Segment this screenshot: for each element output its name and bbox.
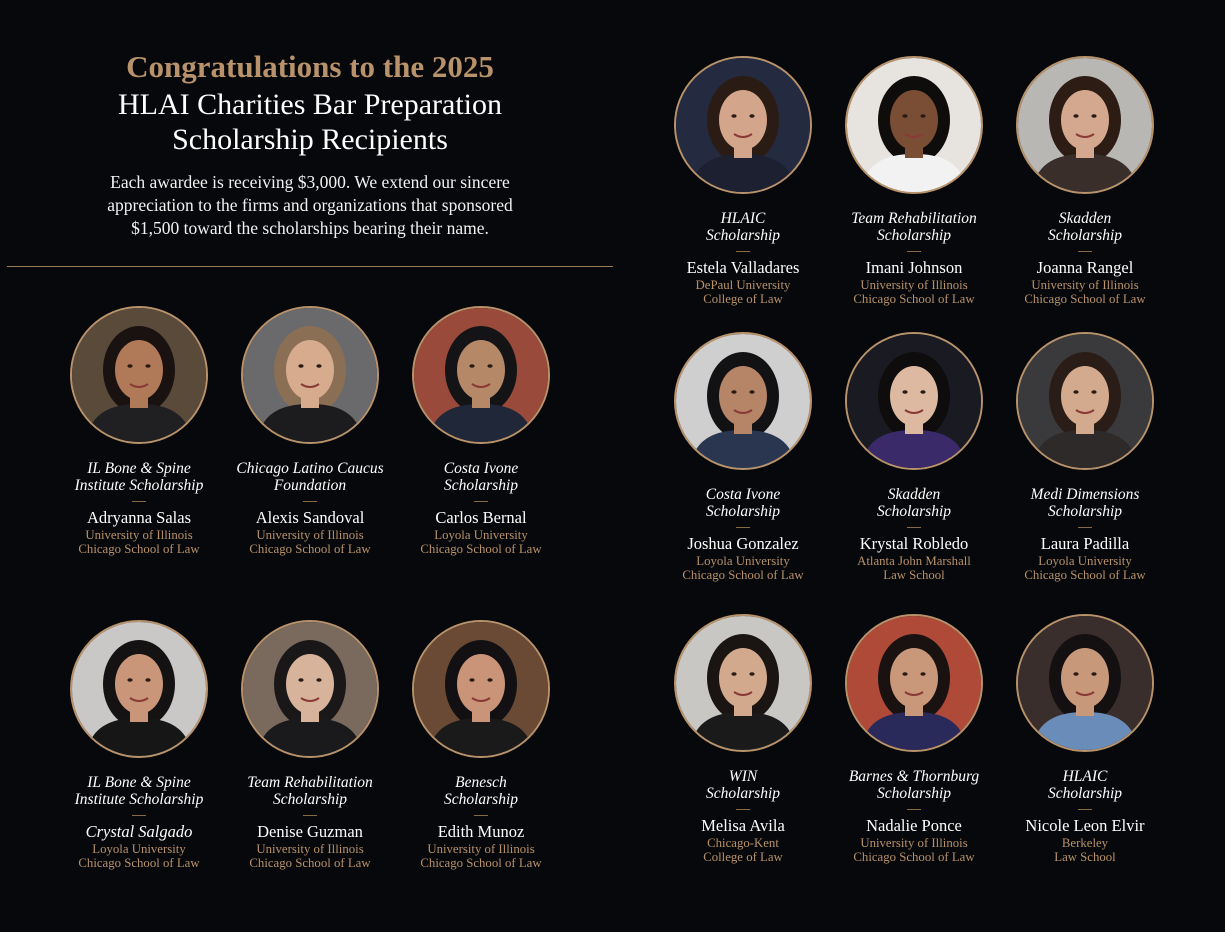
- header: [60, 48, 560, 240]
- school-line: University of Illinois: [427, 842, 535, 856]
- school-line: Atlanta John Marshall: [857, 554, 971, 568]
- scholarship-line: Scholarship: [876, 503, 952, 520]
- school-line: College of Law: [703, 292, 783, 306]
- portrait-icon: [847, 58, 981, 192]
- school-line: Law School: [883, 568, 945, 582]
- scholarship-line: Team Rehabilitation: [851, 210, 977, 227]
- recipient-school: [995, 836, 1175, 864]
- school-line: Chicago School of Law: [249, 856, 371, 870]
- school-line: Chicago School of Law: [78, 542, 200, 556]
- recipient-school: [824, 278, 1004, 306]
- recipient-card: [995, 614, 1175, 864]
- recipient-photo: [674, 56, 812, 194]
- portrait-icon: [72, 308, 206, 442]
- portrait-icon: [1018, 616, 1152, 750]
- school-line: Chicago School of Law: [682, 568, 804, 582]
- page-title: [60, 87, 560, 157]
- separator-dash: [907, 809, 921, 810]
- scholarship-name: [653, 210, 833, 244]
- scholarship-line: Medi Dimensions: [1030, 486, 1140, 503]
- intro-line: Each awardee is receiving $3,000. We extend our sincere: [110, 172, 510, 192]
- recipient-photo: [412, 306, 550, 444]
- school-line: Chicago School of Law: [249, 542, 371, 556]
- recipient-school: [995, 554, 1175, 582]
- separator-dash: [736, 527, 750, 528]
- scholarship-line: HLAIC: [1062, 768, 1108, 785]
- recipient-name: Joshua Gonzalez: [687, 534, 799, 553]
- separator-dash: [303, 501, 317, 502]
- recipient-card: [391, 620, 571, 870]
- scholarship-line: Scholarship: [1047, 227, 1123, 244]
- recipient-name: Carlos Bernal: [435, 508, 527, 527]
- intro-line: appreciation to the firms and organizations that sponsored: [107, 195, 513, 215]
- portrait-icon: [847, 616, 981, 750]
- recipient-card: [824, 56, 1004, 306]
- recipient-photo: [1016, 56, 1154, 194]
- separator-dash: [736, 251, 750, 252]
- scholarship-name: [995, 486, 1175, 520]
- recipient-card: [995, 332, 1175, 582]
- recipient-name: Melisa Avila: [701, 816, 785, 835]
- scholarship-name: [653, 486, 833, 520]
- recipient-card: [824, 614, 1004, 864]
- scholarship-line: Scholarship: [272, 791, 348, 808]
- school-line: University of Illinois: [1031, 278, 1139, 292]
- portrait-icon: [676, 334, 810, 468]
- eyebrow-heading: Congratulations to the 2025: [126, 49, 494, 84]
- recipient-school: [653, 278, 833, 306]
- school-line: Loyola University: [696, 554, 790, 568]
- school-line: DePaul University: [695, 278, 791, 292]
- scholarship-line: Costa Ivone: [705, 486, 781, 503]
- recipient-photo: [70, 306, 208, 444]
- recipient-name: Edith Munoz: [437, 822, 525, 841]
- school-line: University of Illinois: [860, 278, 968, 292]
- portrait-icon: [1018, 334, 1152, 468]
- scholarship-name: [220, 774, 400, 808]
- scholarship-line: Costa Ivone: [443, 460, 519, 477]
- recipient-photo: [1016, 614, 1154, 752]
- scholarship-name: [653, 768, 833, 802]
- scholarship-line: Institute Scholarship: [74, 791, 204, 808]
- recipient-photo: [845, 332, 983, 470]
- recipient-card: [653, 332, 833, 582]
- scholarship-name: [49, 460, 229, 494]
- scholarship-name: [995, 768, 1175, 802]
- recipient-school: [220, 528, 400, 556]
- recipient-card: [391, 306, 571, 556]
- scholarship-line: Scholarship: [1047, 503, 1123, 520]
- separator-dash: [907, 527, 921, 528]
- scholarship-line: Scholarship: [705, 785, 781, 802]
- recipient-name: Denise Guzman: [257, 822, 363, 841]
- recipient-photo: [412, 620, 550, 758]
- school-line: University of Illinois: [85, 528, 193, 542]
- recipient-name: Adryanna Salas: [86, 508, 191, 527]
- school-line: University of Illinois: [256, 528, 364, 542]
- scholarship-name: [391, 460, 571, 494]
- recipient-photo: [845, 56, 983, 194]
- scholarship-name: [824, 210, 1004, 244]
- recipient-card: [220, 620, 400, 870]
- title-line: HLAI Charities Bar Preparation: [117, 88, 503, 121]
- portrait-icon: [72, 622, 206, 756]
- recipient-photo: [241, 620, 379, 758]
- portrait-icon: [676, 58, 810, 192]
- recipient-name: Nadalie Ponce: [866, 816, 962, 835]
- recipient-name: Laura Padilla: [1040, 534, 1130, 553]
- separator-dash: [132, 815, 146, 816]
- separator-dash: [303, 815, 317, 816]
- portrait-icon: [243, 622, 377, 756]
- separator-dash: [132, 501, 146, 502]
- scholarship-line: Scholarship: [705, 227, 781, 244]
- recipient-name: Imani Johnson: [865, 258, 963, 277]
- school-line: Loyola University: [92, 842, 186, 856]
- recipient-photo: [1016, 332, 1154, 470]
- scholarship-line: Scholarship: [876, 785, 952, 802]
- school-line: Chicago-Kent: [707, 836, 779, 850]
- recipient-photo: [845, 614, 983, 752]
- scholarship-line: Scholarship: [705, 503, 781, 520]
- scholarship-line: Benesch: [455, 774, 507, 791]
- scholarship-line: IL Bone & Spine: [87, 460, 191, 477]
- school-line: College of Law: [703, 850, 783, 864]
- recipient-card: [995, 56, 1175, 306]
- portrait-icon: [243, 308, 377, 442]
- scholarship-name: [220, 460, 400, 494]
- recipient-name: Crystal Salgado: [85, 822, 193, 841]
- recipient-photo: [70, 620, 208, 758]
- recipient-card: [653, 614, 833, 864]
- scholarship-name: [824, 768, 1004, 802]
- scholarship-line: Skadden: [1058, 210, 1112, 227]
- school-line: Chicago School of Law: [420, 542, 542, 556]
- recipient-school: [653, 836, 833, 864]
- recipient-school: [995, 278, 1175, 306]
- school-line: Chicago School of Law: [420, 856, 542, 870]
- separator-dash: [474, 815, 488, 816]
- recipient-name: Joanna Rangel: [1036, 258, 1134, 277]
- scholarship-name: [49, 774, 229, 808]
- separator-dash: [1078, 809, 1092, 810]
- school-line: Law School: [1054, 850, 1116, 864]
- recipient-school: [824, 836, 1004, 864]
- gold-divider: [7, 266, 613, 267]
- recipient-card: [49, 306, 229, 556]
- school-line: Chicago School of Law: [1024, 568, 1146, 582]
- separator-dash: [1078, 527, 1092, 528]
- school-line: Loyola University: [434, 528, 528, 542]
- recipient-card: [220, 306, 400, 556]
- scholarship-line: Institute Scholarship: [74, 477, 204, 494]
- school-line: Chicago School of Law: [853, 292, 975, 306]
- intro-line: $1,500 toward the scholarships bearing their name.: [131, 218, 489, 238]
- scholarship-line: Scholarship: [443, 477, 519, 494]
- scholarship-line: HLAIC: [720, 210, 766, 227]
- scholarship-line: Skadden: [887, 486, 941, 503]
- portrait-icon: [676, 616, 810, 750]
- portrait-icon: [414, 622, 548, 756]
- recipient-name: Nicole Leon Elvir: [1025, 816, 1145, 835]
- recipient-photo: [241, 306, 379, 444]
- school-line: Chicago School of Law: [78, 856, 200, 870]
- scholarship-line: Scholarship: [1047, 785, 1123, 802]
- recipient-school: [391, 842, 571, 870]
- scholarship-name: [995, 210, 1175, 244]
- scholarship-line: Scholarship: [443, 791, 519, 808]
- scholarship-line: WIN: [728, 768, 758, 785]
- recipient-school: [653, 554, 833, 582]
- portrait-icon: [847, 334, 981, 468]
- separator-dash: [907, 251, 921, 252]
- school-line: University of Illinois: [256, 842, 364, 856]
- school-line: Chicago School of Law: [853, 850, 975, 864]
- scholarship-line: Team Rehabilitation: [247, 774, 373, 791]
- recipient-card: [49, 620, 229, 870]
- school-line: Berkeley: [1061, 836, 1109, 850]
- scholarship-name: [391, 774, 571, 808]
- recipient-school: [49, 842, 229, 870]
- separator-dash: [736, 809, 750, 810]
- recipient-school: [220, 842, 400, 870]
- title-line: Scholarship Recipients: [172, 123, 448, 156]
- recipient-name: Krystal Robledo: [859, 534, 969, 553]
- scholarship-line: IL Bone & Spine: [87, 774, 191, 791]
- school-line: Loyola University: [1038, 554, 1132, 568]
- portrait-icon: [414, 308, 548, 442]
- recipient-card: [824, 332, 1004, 582]
- separator-dash: [474, 501, 488, 502]
- school-line: Chicago School of Law: [1024, 292, 1146, 306]
- recipient-name: Alexis Sandoval: [255, 508, 365, 527]
- scholarship-line: Scholarship: [876, 227, 952, 244]
- intro-text: [60, 171, 560, 240]
- scholarship-line: Barnes & Thornburg: [848, 768, 980, 785]
- recipient-card: [653, 56, 833, 306]
- recipient-photo: [674, 332, 812, 470]
- scholarship-line: Foundation: [273, 477, 347, 494]
- school-line: University of Illinois: [860, 836, 968, 850]
- recipient-school: [391, 528, 571, 556]
- recipient-school: [49, 528, 229, 556]
- scholarship-line: Chicago Latino Caucus: [236, 460, 384, 477]
- recipient-name: Estela Valladares: [686, 258, 800, 277]
- recipient-photo: [674, 614, 812, 752]
- recipient-school: [824, 554, 1004, 582]
- scholarship-name: [824, 486, 1004, 520]
- portrait-icon: [1018, 58, 1152, 192]
- separator-dash: [1078, 251, 1092, 252]
